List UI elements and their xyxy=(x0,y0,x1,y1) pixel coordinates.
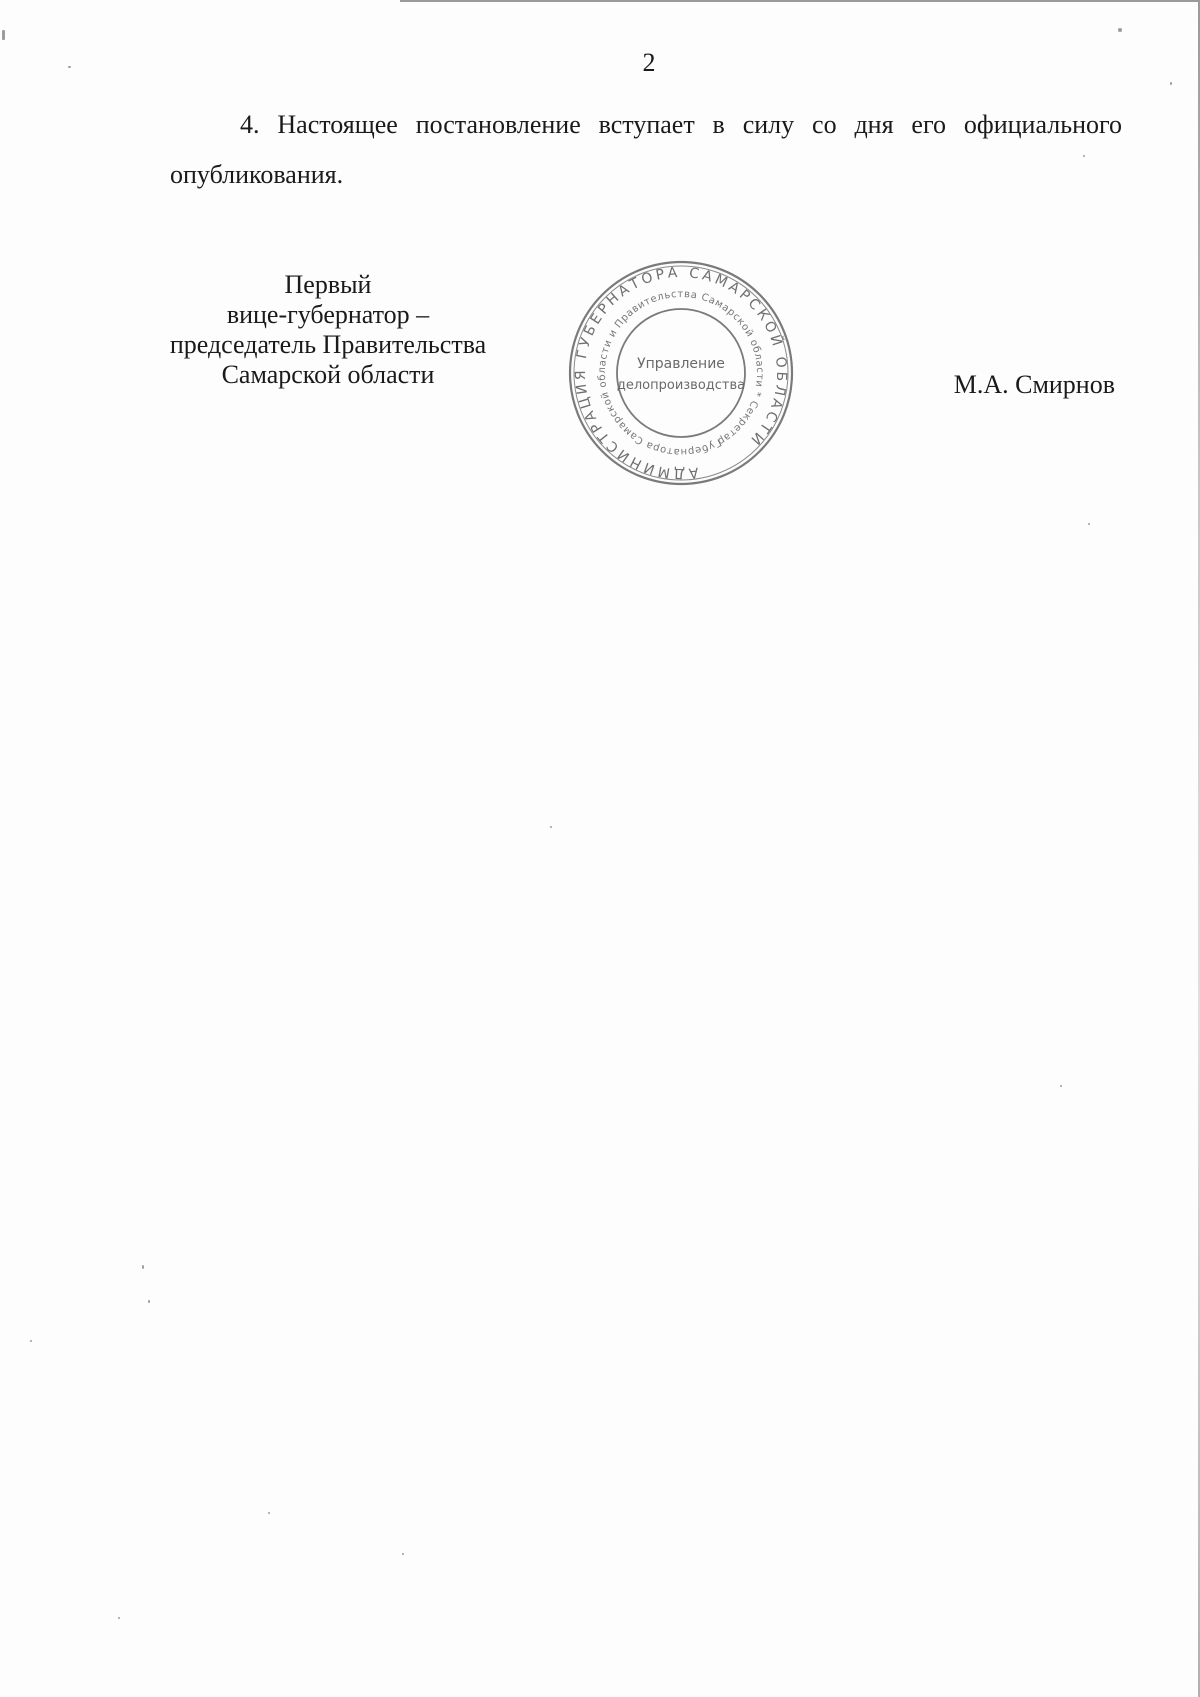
signer-title-line: председатель Правительства xyxy=(169,330,487,359)
scan-speck xyxy=(2,30,5,40)
scan-speck xyxy=(402,1553,404,1555)
page-number: 2 xyxy=(642,48,656,77)
stamp-inner-ring-text: Губернатора Самарской области и Правительства Самарской области * Секретариат xyxy=(596,288,766,458)
scan-edge-top xyxy=(400,0,1200,2)
stamp-seal-icon xyxy=(566,258,796,488)
official-stamp xyxy=(566,258,796,488)
scan-speck xyxy=(1060,1085,1062,1087)
signer-title-line: Самарской области xyxy=(221,360,435,389)
signer-title-line: вице-губернатор – xyxy=(226,300,430,329)
scan-speck xyxy=(1118,28,1122,32)
scan-speck xyxy=(268,1512,270,1514)
scan-speck xyxy=(1170,82,1172,85)
stamp-center-line-1: Управление xyxy=(637,356,725,372)
scan-speck xyxy=(30,1340,32,1342)
stamp-center-line-2: делопроизводства xyxy=(616,378,746,393)
signer-name: М.А. Смирнов xyxy=(953,370,1115,399)
scan-speck xyxy=(148,1300,150,1303)
scan-speck xyxy=(550,826,552,828)
scan-speck xyxy=(118,1617,120,1619)
scan-speck xyxy=(1088,523,1090,525)
signer-title xyxy=(145,270,511,390)
scan-speck xyxy=(68,66,71,68)
stamp-outer-ring-text: АДМИНИСТРАЦИЯ ГУБЕРНАТОРА САМАРСКОЙ ОБЛАСТИ xyxy=(572,264,790,482)
signer-title-line: Первый xyxy=(284,270,372,299)
svg-text:Губернатора Самарской области xyxy=(566,258,796,488)
scan-speck xyxy=(1083,155,1085,157)
scan-speck xyxy=(142,1265,144,1269)
body-paragraph: 4. Настоящее постановление вступает в силу со дня его официального опубликования. xyxy=(170,110,1122,189)
